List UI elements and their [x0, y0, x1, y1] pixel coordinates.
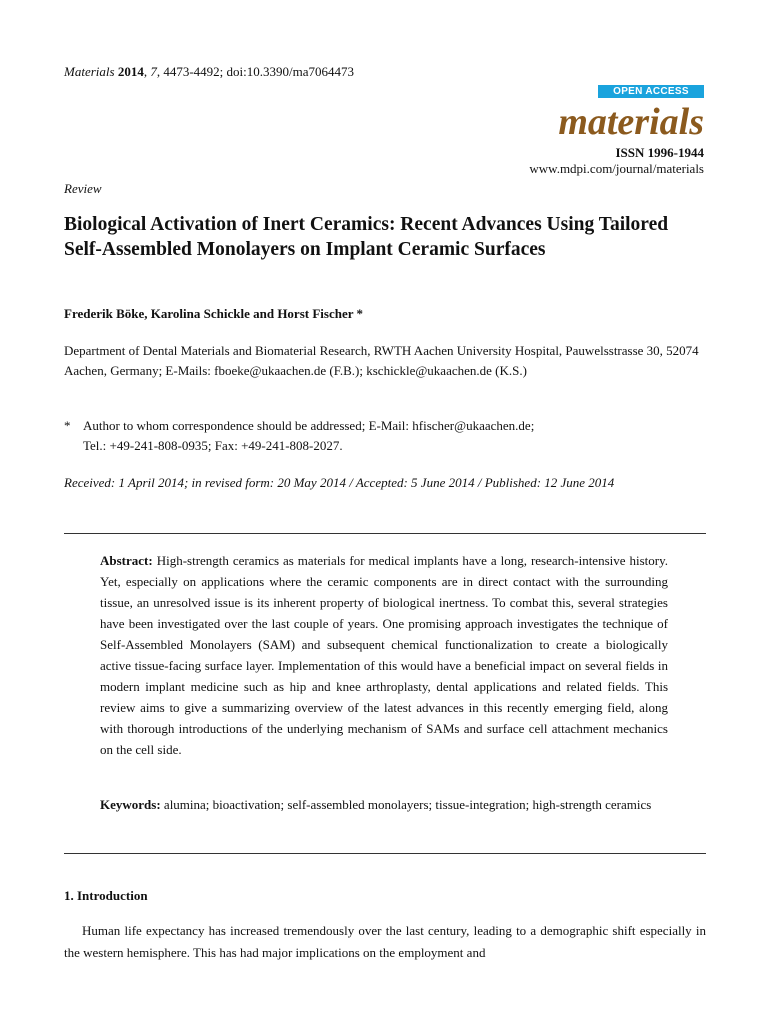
citation-rest: , 4473-4492; doi:10.3390/ma7064473: [156, 64, 354, 79]
divider-bottom: [64, 853, 706, 854]
issn: ISSN 1996-1944: [615, 145, 704, 160]
abstract-label: Abstract:: [100, 553, 153, 568]
citation-line: Materials 2014, 7, 4473-4492; doi:10.3390/ma7064473: [64, 64, 354, 79]
affiliation: Department of Dental Materials and Biomaterial Research, RWTH Aachen University Hospital, Pauwelsstrasse 30, 52074 Aachen, Germany; E-Mails: fboeke@ukaachen.de (F.B.); kschickle@ukaachen.de (K.S.): [64, 343, 699, 378]
authors: Frederik Böke, Karolina Schickle and Horst Fischer *: [64, 306, 363, 321]
keywords-label: Keywords:: [100, 797, 161, 812]
citation-volume: 7: [150, 64, 157, 79]
abstract-text: High-strength ceramics as materials for medical implants have a long, research-intensive history. Yet, especially on applications where the ceramic components are in direct contact with the surrounding tissue, an unresolved issue is its inherent property of biological inertness. To combat this, several strategies have been investigated over the last couple of years. One promising approach investigates the technique of Self-Assembled Monolayers (SAM) and subsequent chemical functionalization to create a biologically active tissue-facing surface layer. Implementation of this would have a beneficial impact on several fields in modern implant medicine such as hip and knee arthroplasty, dental applications and related fields. This review aims to give a summarizing overview of the latest advances in this recently emerging field, along with thorough introductions of the underlying mechanism of SAMs and surface cell attachment mechanics on the cell side.: [100, 553, 668, 757]
correspondence-marker: *: [64, 418, 71, 433]
publication-dates: Received: 1 April 2014; in revised form: 20 May 2014 / Accepted: 5 June 2014 / Published: 12 June 2014: [64, 475, 615, 490]
divider-top: [64, 533, 706, 534]
open-access-badge: OPEN ACCESS: [598, 85, 704, 98]
correspondence-line-1: * Author to whom correspondence should be addressed; E-Mail: hfischer@ukaachen.de;: [64, 416, 714, 436]
article-type: Review: [64, 181, 102, 196]
citation-year: 2014: [117, 64, 144, 79]
article-title: Biological Activation of Inert Ceramics: Recent Advances Using Tailored Self-Assembled Monolayers on Implant Ceramic Surfaces: [64, 214, 669, 260]
citation-journal: Materials: [64, 64, 115, 79]
keywords: [100, 794, 668, 815]
introduction-paragraph: Human life expectancy has increased tremendously over the last century, leading to a demographic shift especially in the western hemisphere. This has had major implications on the employment and: [64, 923, 706, 960]
keywords-text: alumina; bioactivation; self-assembled monolayers; tissue-integration; high-strength ceramics: [163, 797, 652, 812]
correspondence: [64, 416, 714, 456]
journal-logo: materials: [558, 101, 704, 143]
journal-url[interactable]: www.mdpi.com/journal/materials: [529, 161, 704, 176]
abstract: [100, 550, 668, 760]
section-heading-introduction: 1. Introduction: [64, 888, 148, 903]
correspondence-line-2: Tel.: +49-241-808-0935; Fax: +49-241-808-2027.: [83, 438, 343, 453]
